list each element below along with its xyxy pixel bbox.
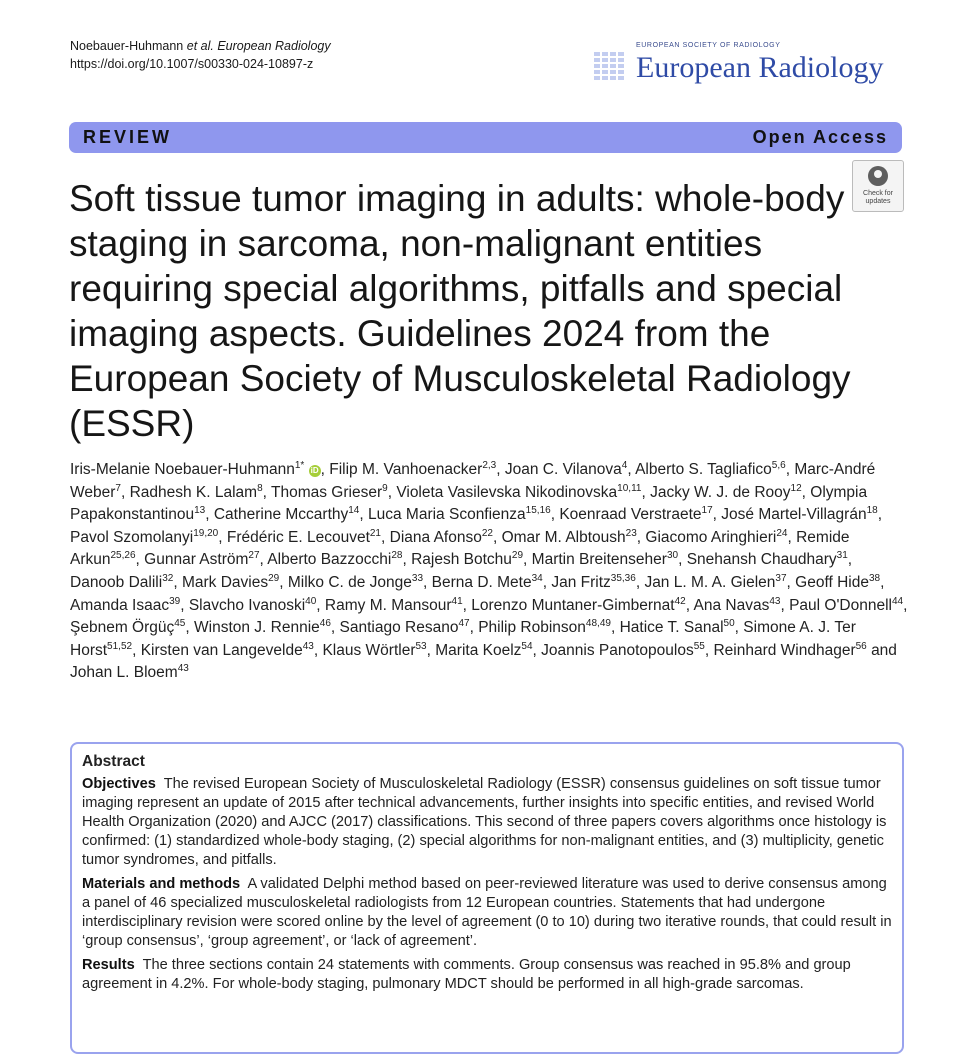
author-name[interactable]: Johan L. Bloem$^{43}$ xyxy=(70,663,189,682)
author-name[interactable]: Olympia Papakonstantinou$^{13}$ xyxy=(70,483,868,524)
author-name[interactable]: Amanda Isaac$^{39}$ xyxy=(70,595,181,614)
section-label: Results xyxy=(82,957,135,973)
author-name[interactable]: Alberto Bazzocchi$^{28}$ xyxy=(267,550,403,569)
author-name[interactable]: Thomas Grieser$^9$ xyxy=(271,482,388,501)
author-affiliation: 14 xyxy=(348,505,360,517)
author-name[interactable]: Şebnem Örgüç$^{45}$ xyxy=(70,618,186,637)
author-affiliation: 38 xyxy=(868,572,881,584)
author-name[interactable]: Slavcho Ivanoski$^{40}$ xyxy=(188,595,317,614)
abstract-section xyxy=(82,775,892,870)
author-name[interactable]: Catherine Mccarthy$^{14}$ xyxy=(213,505,360,524)
open-access-label: Open Access xyxy=(752,127,888,147)
author-name[interactable]: Jacky W. J. de Rooy$^{12}$ xyxy=(650,482,802,501)
author-affiliation: 1* xyxy=(294,459,305,471)
author-affiliation: 13 xyxy=(194,505,206,517)
author-name[interactable]: Jan L. M. A. Gielen$^{37}$ xyxy=(644,572,787,591)
author-name[interactable]: Filip M. Vanhoenacker$^{2,3}$ xyxy=(329,459,497,478)
author-name[interactable]: Martin Breitenseher$^{30}$ xyxy=(531,550,679,569)
section-text: The revised European Society of Musculoskeletal Radiology (ESSR) consensus guidelines on soft tissue tumor imaging represent an update of 2015 after technical advancements, further insights into specific entities, and revised World Health Organization (2020) and AJCC (2017) classifications. This second of three papers covers algorithms once histology is confirmed: (1) standardized whole-body staging, (2) special algorithms for non-malignant entities, and (3) multiplicity, genetic tumor syndromes, and pitfalls. xyxy=(82,776,887,868)
author-name[interactable]: José Martel-Villagrán$^{18}$ xyxy=(721,505,878,524)
author-name[interactable]: Luca Maria Sconfienza$^{15,16}$ xyxy=(368,505,551,524)
author-affiliation: 23 xyxy=(625,527,637,539)
author-name[interactable]: Berna D. Mete$^{34}$ xyxy=(431,572,543,591)
author-affiliation: 48,49 xyxy=(585,618,611,629)
section-label: Materials and methods xyxy=(82,876,241,892)
author-name[interactable]: Lorenzo Muntaner-Gimbernat$^{42}$ xyxy=(471,595,686,614)
author-name[interactable]: Philip Robinson$^{48,49}$ xyxy=(478,618,611,637)
author-name[interactable]: Jan Fritz$^{35,36}$ xyxy=(551,572,636,591)
author-name[interactable]: Ana Navas$^{43}$ xyxy=(693,595,781,614)
author-name[interactable]: Ramy M. Mansour$^{41}$ xyxy=(324,595,463,614)
author-affiliation: 7 xyxy=(115,482,121,494)
section-text: The three sections contain 24 statements with comments. Group consensus was reached in 95.8% and group agreement in 4.2%. For whole-body staging, pulmonary MDCT should be performed in all high-grade sarcomas. xyxy=(82,957,851,992)
author-affiliation: 44 xyxy=(892,595,904,607)
journal-logo xyxy=(590,42,902,92)
author-affiliation: 35,36 xyxy=(610,572,636,584)
author-name[interactable]: Klaus Wörtler$^{53}$ xyxy=(322,640,427,659)
author-affiliation: 40 xyxy=(305,595,317,607)
abstract-section xyxy=(82,875,892,951)
author-affiliation: 10,11 xyxy=(617,482,642,494)
author-list: Iris-Melanie Noebauer-Huhmann$^{1*}$ iD , Filip M. Vanhoenacker$^{2,3}$, Joan C. Vilanova$^4$, Alberto S. Tagliafico$^{5,6}$, Marc-André Weber$^7$, Radhesh K. Lalam$^8$, Thomas Grieser$^9$, Violeta Vasilevska Nikodinovska$^{10,11}$, Jacky W. J. de Rooy$^{12}$, Olympia Papakonstantinou$^{13}$, Catherine Mccarthy$^{14}$, Luca Maria Sconfienza$^{15,16}$, Koenraad Verstraete$^{17}$, José Martel-Villagrán$^{18}$, Pavol Szomolanyi$^{19,20}$, Frédéric E. Lecouvet$^{21}$, Diana Afonso$^{22}$, Omar M. Albtoush$^{23}$, Giacomo Aringhieri$^{24}$, Remide Arkun$^{25,26}$, Gunnar Aström$^{27}$, Alberto Bazzocchi$^{28}$, Rajesh Botchu$^{29}$, Martin Breitenseher$^{30}$, Snehansh Chaudhary$^{31}$, Danoob Dalili$^{32}$, Mark Davies$^{29}$, Milko C. de Jonge$^{33}$, Berna D. Mete$^{34}$, Jan Fritz$^{35,36}$, Jan L. M. A. Gielen$^{37}$, Geoff Hide$^{38}$, Amanda Isaac$^{39}$, Slavcho Ivanoski$^{40}$, Ramy M. Mansour$^{41}$, Lorenzo Muntaner-Gimbernat$^{42}$, Ana Navas$^{43}$, Paul O'Donnell$^{44}$, Şebnem Örgüç$^{45}$, Winston J. Rennie$^{46}$, Santiago Resano$^{47}$, Philip Robinson$^{48,49}$, Hatice T. Sanal$^{50}$, Simone A. J. Ter Horst$^{51,52}$, Kirsten van Langevelde$^{43}$, Klaus Wörtler$^{53}$, Marita Koelz$^{54}$, Joannis Panotopoulos$^{55}$, Reinhard Windhager$^{56}$ and Johan L. Bloem$^{43}$ xyxy=(70,459,908,682)
author-affiliation: 28 xyxy=(391,550,403,562)
author-affiliation: 43 xyxy=(302,640,314,652)
author-affiliation: 19,20 xyxy=(193,527,219,539)
check-updates-line1: Check for xyxy=(863,190,893,197)
author-affiliation: 53 xyxy=(415,640,427,652)
orcid-icon[interactable]: iD xyxy=(310,466,319,475)
abstract-box xyxy=(70,742,904,1054)
author-name[interactable]: Omar M. Albtoush$^{23}$ xyxy=(501,527,637,546)
author-affiliation: 47 xyxy=(458,618,470,629)
author-name[interactable]: Alberto S. Tagliafico$^{5,6}$ xyxy=(635,459,786,478)
author-affiliation: 31 xyxy=(836,550,848,562)
author-name[interactable]: Giacomo Aringhieri$^{24}$ xyxy=(645,527,788,546)
article-title: Soft tissue tumor imaging in adults: whole-body staging in sarcoma, non-malignant entities requiring special algorithms, pitfalls and special imaging aspects. Guidelines 2024 from the European Society of Musculoskeletal Radiology (ESSR) xyxy=(69,178,851,444)
author-affiliation: 46 xyxy=(319,618,331,629)
author-name[interactable]: Gunnar Aström$^{27}$ xyxy=(144,550,260,569)
author-affiliation: 51,52 xyxy=(107,640,133,652)
author-affiliation: 41 xyxy=(451,595,463,607)
author-affiliation: 18 xyxy=(866,505,878,517)
author-affiliation: 39 xyxy=(169,595,181,607)
author-name[interactable]: Rajesh Botchu$^{29}$ xyxy=(411,550,524,569)
author-name[interactable]: Marc-André Weber$^7$ xyxy=(70,461,876,501)
author-affiliation: 45 xyxy=(174,618,186,629)
article-type-banner xyxy=(69,122,902,153)
author-affiliation: 50 xyxy=(723,618,735,629)
section-label: Objectives xyxy=(82,776,156,792)
author-name[interactable]: Danoob Dalili$^{32}$ xyxy=(70,572,174,591)
author-name[interactable]: Snehansh Chaudhary$^{31}$ xyxy=(686,550,848,569)
author-affiliation: 34 xyxy=(531,572,543,584)
author-name[interactable]: Frédéric E. Lecouvet$^{21}$ xyxy=(226,527,381,546)
author-affiliation: 56 xyxy=(855,640,867,652)
check-updates-line2: updates xyxy=(865,198,891,205)
journal-name: European Radiology xyxy=(636,51,884,84)
author-affiliation: 4 xyxy=(621,459,628,471)
author-name[interactable]: Milko C. de Jonge$^{33}$ xyxy=(287,572,424,591)
author-name[interactable]: Joannis Panotopoulos$^{55}$ xyxy=(541,640,705,659)
author-affiliation: 25,26 xyxy=(110,550,136,562)
author-name[interactable]: Koenraad Verstraete$^{17}$ xyxy=(559,505,713,524)
article-type-label: REVIEW xyxy=(83,127,173,147)
author-name[interactable]: Joan C. Vilanova$^4$ xyxy=(504,459,628,478)
author-affiliation: 29 xyxy=(511,550,524,562)
author-name[interactable]: Iris-Melanie Noebauer-Huhmann$^{1*}$ iD xyxy=(70,459,319,478)
author-name[interactable]: Mark Davies$^{29}$ xyxy=(181,572,280,591)
author-affiliation: 55 xyxy=(693,640,705,652)
author-name[interactable]: Simone A. J. Ter Horst$^{51,52}$ xyxy=(70,619,856,659)
society-name: EUROPEAN SOCIETY OF RADIOLOGY xyxy=(636,42,781,49)
author-name[interactable]: Diana Afonso$^{22}$ xyxy=(389,527,493,546)
author-affiliation: 12 xyxy=(790,482,802,494)
author-name[interactable]: Winston J. Rennie$^{46}$ xyxy=(194,618,331,637)
author-affiliation: 21 xyxy=(369,527,381,539)
citation-header xyxy=(70,37,331,73)
author-name[interactable]: Marita Koelz$^{54}$ xyxy=(435,640,533,659)
journal-mark-icon xyxy=(590,48,630,84)
author-affiliation: 27 xyxy=(248,550,260,562)
author-name[interactable]: Remide Arkun$^{25,26}$ xyxy=(70,528,850,569)
author-affiliation: 29 xyxy=(268,572,280,584)
author-affiliation: 2,3 xyxy=(482,459,497,471)
author-affiliation: 15,16 xyxy=(525,505,551,517)
author-name[interactable]: Pavol Szomolanyi$^{19,20}$ xyxy=(70,527,219,546)
author-affiliation: 43 xyxy=(177,663,189,675)
author-affiliation: 54 xyxy=(521,640,533,652)
author-affiliation: 42 xyxy=(674,595,686,607)
author-name[interactable]: Reinhard Windhager$^{56}$ xyxy=(713,640,867,659)
section-text: A validated Delphi method based on peer-reviewed literature was used to derive consensus among a panel of 46 specialized musculoskeletal radiologists from 12 European countries. Statements that had undergone interdisciplinary revision were scored online by the level of agreement (0 to 10) during two iterative rounds, that could result in ‘group consensus’, ‘group agreement’, or ‘lack of agreement’. xyxy=(82,876,892,949)
author-name[interactable]: Radhesh K. Lalam$^8$ xyxy=(129,482,263,501)
citation-journal: et al. European Radiology xyxy=(186,39,331,53)
abstract-heading: Abstract xyxy=(82,753,145,770)
author-name[interactable]: Santiago Resano$^{47}$ xyxy=(339,618,470,637)
citation-authors: Noebauer-Huhmann xyxy=(70,39,184,53)
author-affiliation: 32 xyxy=(162,572,174,584)
author-affiliation: 30 xyxy=(666,550,679,562)
author-and: and xyxy=(871,641,897,659)
author-name[interactable]: Geoff Hide$^{38}$ xyxy=(795,572,881,591)
author-affiliation: 43 xyxy=(769,595,781,607)
author-name[interactable]: Paul O'Donnell$^{44}$ xyxy=(789,595,904,614)
author-name[interactable]: Hatice T. Sanal$^{50}$ xyxy=(619,618,735,637)
author-affiliation: 17 xyxy=(701,505,713,517)
doi-link[interactable]: https://doi.org/10.1007/s00330-024-10897-z xyxy=(70,57,314,71)
author-affiliation: 24 xyxy=(776,527,788,539)
author-affiliation: 8 xyxy=(257,482,263,494)
abstract-section xyxy=(82,956,892,994)
author-affiliation: 37 xyxy=(775,572,787,584)
author-affiliation: 5,6 xyxy=(771,459,786,471)
author-name[interactable]: Violeta Vasilevska Nikodinovska$^{10,11}$ xyxy=(396,482,642,501)
author-affiliation: 22 xyxy=(481,527,493,539)
author-affiliation: 33 xyxy=(411,572,424,584)
author-affiliation: 9 xyxy=(382,482,388,494)
author-name[interactable]: Kirsten van Langevelde$^{43}$ xyxy=(140,640,314,659)
